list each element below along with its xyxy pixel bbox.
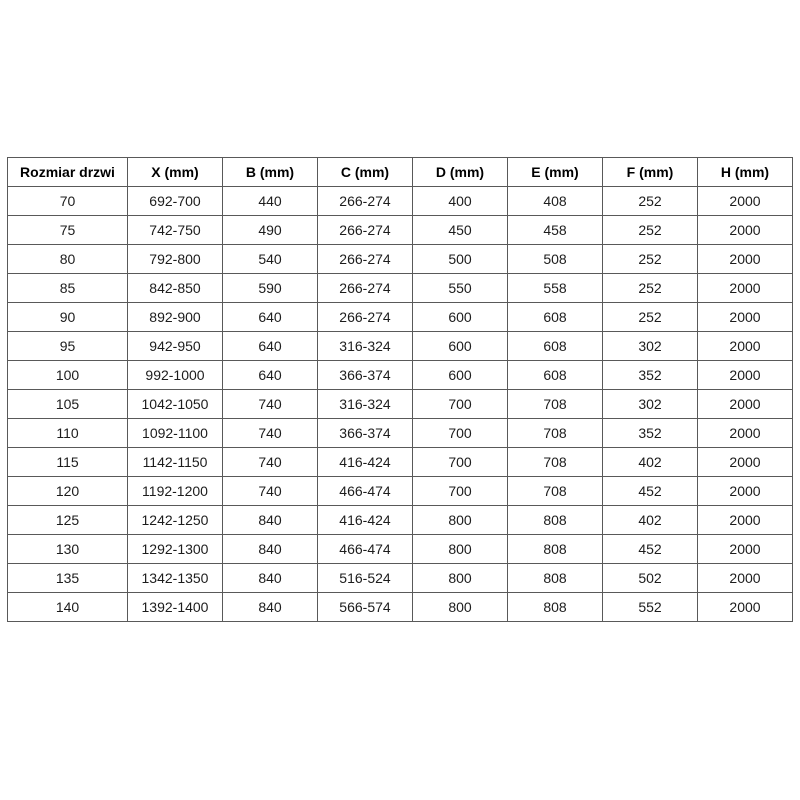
table-cell: 808 — [508, 535, 603, 564]
table-cell: 2000 — [698, 245, 793, 274]
table-cell: 302 — [603, 332, 698, 361]
table-cell: 130 — [8, 535, 128, 564]
table-cell: 416-424 — [318, 448, 413, 477]
table-cell: 490 — [223, 216, 318, 245]
table-cell: 100 — [8, 361, 128, 390]
column-header: C (mm) — [318, 158, 413, 187]
column-header: X (mm) — [128, 158, 223, 187]
table-cell: 700 — [413, 448, 508, 477]
table-cell: 252 — [603, 187, 698, 216]
table-cell: 608 — [508, 361, 603, 390]
table-cell: 2000 — [698, 361, 793, 390]
table-row — [8, 506, 793, 535]
table-cell: 708 — [508, 419, 603, 448]
table-cell: 266-274 — [318, 216, 413, 245]
table-cell: 90 — [8, 303, 128, 332]
table-cell: 2000 — [698, 274, 793, 303]
table-row — [8, 477, 793, 506]
table-cell: 740 — [223, 419, 318, 448]
table-cell: 316-324 — [318, 332, 413, 361]
table-row — [8, 332, 793, 361]
table-cell: 1142-1150 — [128, 448, 223, 477]
table-cell: 508 — [508, 245, 603, 274]
table-cell: 590 — [223, 274, 318, 303]
table-cell: 608 — [508, 303, 603, 332]
column-header: B (mm) — [223, 158, 318, 187]
table-cell: 800 — [413, 564, 508, 593]
table-cell: 700 — [413, 477, 508, 506]
table-cell: 2000 — [698, 303, 793, 332]
table-cell: 252 — [603, 216, 698, 245]
table-cell: 500 — [413, 245, 508, 274]
table-cell: 800 — [413, 535, 508, 564]
table-row — [8, 245, 793, 274]
table-cell: 692-700 — [128, 187, 223, 216]
table-cell: 450 — [413, 216, 508, 245]
table-row — [8, 187, 793, 216]
table-cell: 366-374 — [318, 419, 413, 448]
table-cell: 2000 — [698, 506, 793, 535]
table-cell: 95 — [8, 332, 128, 361]
table-cell: 80 — [8, 245, 128, 274]
table-cell: 266-274 — [318, 274, 413, 303]
table-cell: 840 — [223, 593, 318, 622]
table-cell: 842-850 — [128, 274, 223, 303]
table-cell: 452 — [603, 535, 698, 564]
table-cell: 550 — [413, 274, 508, 303]
table-cell: 640 — [223, 332, 318, 361]
table-cell: 740 — [223, 477, 318, 506]
table-cell: 366-374 — [318, 361, 413, 390]
table-cell: 708 — [508, 477, 603, 506]
table-cell: 402 — [603, 448, 698, 477]
table-cell: 416-424 — [318, 506, 413, 535]
table-cell: 266-274 — [318, 303, 413, 332]
table-header — [8, 158, 793, 187]
table-cell: 800 — [413, 593, 508, 622]
table-cell: 402 — [603, 506, 698, 535]
table-cell: 740 — [223, 448, 318, 477]
table-cell: 75 — [8, 216, 128, 245]
table-cell: 1242-1250 — [128, 506, 223, 535]
table-cell: 540 — [223, 245, 318, 274]
table-cell: 266-274 — [318, 187, 413, 216]
column-header: F (mm) — [603, 158, 698, 187]
table-cell: 466-474 — [318, 477, 413, 506]
column-header: Rozmiar drzwi — [8, 158, 128, 187]
table-cell: 1042-1050 — [128, 390, 223, 419]
table-cell: 2000 — [698, 332, 793, 361]
table-cell: 115 — [8, 448, 128, 477]
table-cell: 70 — [8, 187, 128, 216]
table-cell: 85 — [8, 274, 128, 303]
table-cell: 608 — [508, 332, 603, 361]
table-cell: 105 — [8, 390, 128, 419]
table-cell: 125 — [8, 506, 128, 535]
table-cell: 808 — [508, 506, 603, 535]
table-row — [8, 390, 793, 419]
table-row — [8, 216, 793, 245]
table-cell: 708 — [508, 448, 603, 477]
header-row — [8, 158, 793, 187]
table-row — [8, 448, 793, 477]
table-cell: 302 — [603, 390, 698, 419]
table-cell: 1092-1100 — [128, 419, 223, 448]
table-cell: 1392-1400 — [128, 593, 223, 622]
table-cell: 1342-1350 — [128, 564, 223, 593]
table-cell: 808 — [508, 564, 603, 593]
table-row — [8, 303, 793, 332]
table-cell: 992-1000 — [128, 361, 223, 390]
table-cell: 140 — [8, 593, 128, 622]
table-row — [8, 361, 793, 390]
table-row — [8, 593, 793, 622]
table-cell: 252 — [603, 245, 698, 274]
column-header: D (mm) — [413, 158, 508, 187]
table-cell: 266-274 — [318, 245, 413, 274]
table-cell: 558 — [508, 274, 603, 303]
table-cell: 840 — [223, 535, 318, 564]
table-cell: 135 — [8, 564, 128, 593]
table-cell: 2000 — [698, 187, 793, 216]
table-cell: 800 — [413, 506, 508, 535]
table-cell: 700 — [413, 390, 508, 419]
table-cell: 600 — [413, 332, 508, 361]
table-cell: 640 — [223, 303, 318, 332]
table-cell: 700 — [413, 419, 508, 448]
table-cell: 2000 — [698, 216, 793, 245]
table-cell: 352 — [603, 361, 698, 390]
table-cell: 808 — [508, 593, 603, 622]
table-cell: 316-324 — [318, 390, 413, 419]
table-cell: 466-474 — [318, 535, 413, 564]
table-cell: 110 — [8, 419, 128, 448]
table-cell: 2000 — [698, 564, 793, 593]
table-cell: 600 — [413, 303, 508, 332]
table-row — [8, 419, 793, 448]
table-cell: 942-950 — [128, 332, 223, 361]
table-row — [8, 564, 793, 593]
table-cell: 892-900 — [128, 303, 223, 332]
table-cell: 400 — [413, 187, 508, 216]
column-header: H (mm) — [698, 158, 793, 187]
table-cell: 2000 — [698, 419, 793, 448]
table-cell: 440 — [223, 187, 318, 216]
table-cell: 502 — [603, 564, 698, 593]
table-cell: 1292-1300 — [128, 535, 223, 564]
table-cell: 742-750 — [128, 216, 223, 245]
table-cell: 252 — [603, 274, 698, 303]
table-cell: 740 — [223, 390, 318, 419]
table-cell: 600 — [413, 361, 508, 390]
door-size-table — [7, 157, 793, 622]
table-cell: 408 — [508, 187, 603, 216]
table-cell: 640 — [223, 361, 318, 390]
table-cell: 2000 — [698, 477, 793, 506]
column-header: E (mm) — [508, 158, 603, 187]
table-body — [8, 187, 793, 622]
table-row — [8, 274, 793, 303]
table-cell: 120 — [8, 477, 128, 506]
table-row — [8, 535, 793, 564]
table-cell: 2000 — [698, 535, 793, 564]
table-cell: 552 — [603, 593, 698, 622]
table-cell: 2000 — [698, 390, 793, 419]
table-cell: 2000 — [698, 593, 793, 622]
table-cell: 516-524 — [318, 564, 413, 593]
table-cell: 352 — [603, 419, 698, 448]
table-cell: 792-800 — [128, 245, 223, 274]
table-cell: 840 — [223, 564, 318, 593]
table-cell: 252 — [603, 303, 698, 332]
table-cell: 452 — [603, 477, 698, 506]
table-cell: 566-574 — [318, 593, 413, 622]
table-cell: 840 — [223, 506, 318, 535]
table-cell: 1192-1200 — [128, 477, 223, 506]
table-cell: 458 — [508, 216, 603, 245]
table-cell: 2000 — [698, 448, 793, 477]
table-cell: 708 — [508, 390, 603, 419]
